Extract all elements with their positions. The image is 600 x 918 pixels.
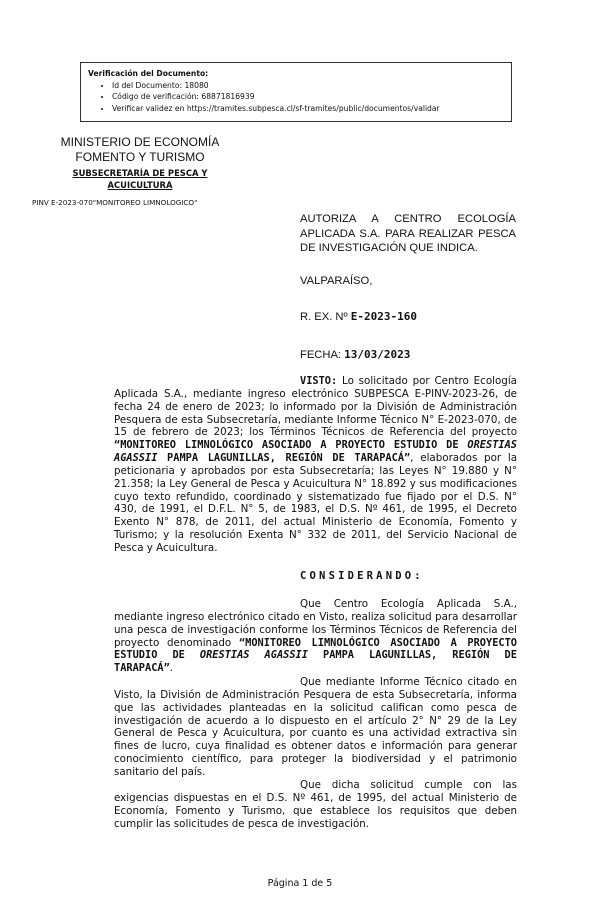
fecha-label: FECHA: (300, 349, 342, 361)
considerando-heading: CONSIDERANDO: (300, 570, 424, 582)
ministry-line-1: MINISTERIO DE ECONOMÍA (60, 135, 220, 149)
considerando-2 (114, 676, 517, 779)
visto-species: ORESTIAS AGASSII (114, 439, 517, 465)
rex-number: E-2023-160 (350, 310, 417, 323)
verification-code: • Código de verificación: 68871816939 (112, 91, 511, 103)
visto-label: VISTO: (300, 375, 338, 387)
considerando-1-text: Que Centro Ecología Aplicada S.A., mediante ingreso electrónico citado en Visto, realiza solicitud para desarrollar una pesca de investigación conforme los Términos Técnicos de Referencia del proyecto denominado (114, 598, 517, 649)
ministry-line-2: FOMENTO Y TURISMO (75, 150, 205, 164)
verification-box (80, 62, 512, 122)
considerando-1-project-b: PAMPA LAGUNILLAS, REGIÓN DE TARAPACÁ” (114, 649, 517, 675)
considerando-3-text: Que dicha solicitud cumple con las exigencias dispuestas en el D.S. Nº 461, de 1995, del actual Ministerio de Economía, Fomento y Turismo, que establece los requisitos que deben cumplir las solicitudes de pesca de investigación. (114, 779, 517, 830)
place: VALPARAÍSO, (300, 275, 373, 287)
resolution-summary: AUTORIZA A CENTRO ECOLOGÍA APLICADA S.A. PARA REALIZAR PESCA DE INVESTIGACIÓN QUE INDICA. (300, 213, 516, 254)
visto-paragraph (114, 375, 517, 555)
considerando-1-project-a: “MONITOREO LIMNOLÓGICO ASOCIADO A PROYECTO ESTUDIO DE (114, 636, 518, 662)
verification-url[interactable]: • Verificar validez en https://tramites.subpesca.cl/sf-tramites/public/documentos/validar (112, 103, 511, 115)
resolution-number (300, 310, 417, 323)
subsecretaria-name (40, 168, 240, 191)
considerando-1 (114, 598, 517, 675)
verification-list (88, 80, 511, 115)
visto-project-b: PAMPA LAGUNILLAS, REGIÓN DE TARAPACÁ” (157, 452, 411, 465)
page-number: Página 1 de 5 (267, 878, 333, 889)
visto-project-a: “MONITOREO LIMNOLÓGICO ASOCIADO A PROYECTO ESTUDIO DE (114, 439, 468, 452)
ministry-name (40, 135, 240, 165)
verification-title: Verificación del Documento: (88, 69, 209, 78)
resolution-date (300, 348, 410, 361)
considerando-2-text: Que mediante Informe Técnico citado en Visto, la División de Administración Pesquera de esta Subsecretaría, informa que las actividades planteadas en la solicitud califican como pesca de investigación de acuerdo a lo dispuesto en el artículo 2° N° 29 de la Ley General de Pesca y Acuicultura, por cuanto es una actividad extractiva sin fines de lucro, cuya finalidad es obtener datos e información para generar conocimiento científico, para proteger la biodiversidad y el patrimonio sanitario del país. (114, 676, 517, 778)
visto-text-2: , elaborados por la peticionaria y aprobados por esta Subsecretaría; las Leyes N° 19.880 y N° 21.358; la Ley General de Pesca y Acuicultura N° 18.892 y sus modificaciones cuyo texto refundido, coordinado y sistematizado fue fijado por el D.S. N° 430, de 1991, el D.F.L. N° 5, de 1983, el D.S. Nº 461, de 1995, el Decreto Exento N° 878, de 2011, del actual Ministerio de Economía, Fomento y Turismo; y la resolución Exenta N° 332 de 2011, del Servicio Nacional de Pesca y Acuicultura. (114, 452, 517, 554)
rex-label: R. EX. Nº (300, 311, 348, 323)
pinv-reference: PINV E-2023-070"MONITOREO LIMNOLOGICO" (32, 198, 198, 207)
verification-id: • Id del Documento: 18080 (112, 80, 511, 92)
considerando-1-end: . (169, 662, 174, 675)
fecha-value: 13/03/2023 (344, 348, 411, 361)
considerando-1-species: ORESTIAS AGASSII (199, 649, 308, 662)
subsecretaria-line-2: ACUICULTURA (107, 179, 173, 190)
visto-text-1: Lo solicitado por Centro Ecología Aplicada S.A., mediante ingreso electrónico SUBPESCA E-PINV-2023-26, de fecha 24 de enero de 2023; lo informado por la División de Administración Pesquera de esta Subsecretaría, mediante Informe Técnico N° E-2023-070, de 15 de febrero de 2023; los Términos Técnicos de Referencia del proyecto (114, 375, 517, 439)
subsecretaria-line-1: SUBSECRETARÍA DE PESCA Y (72, 168, 208, 178)
considerando-3 (114, 779, 517, 830)
